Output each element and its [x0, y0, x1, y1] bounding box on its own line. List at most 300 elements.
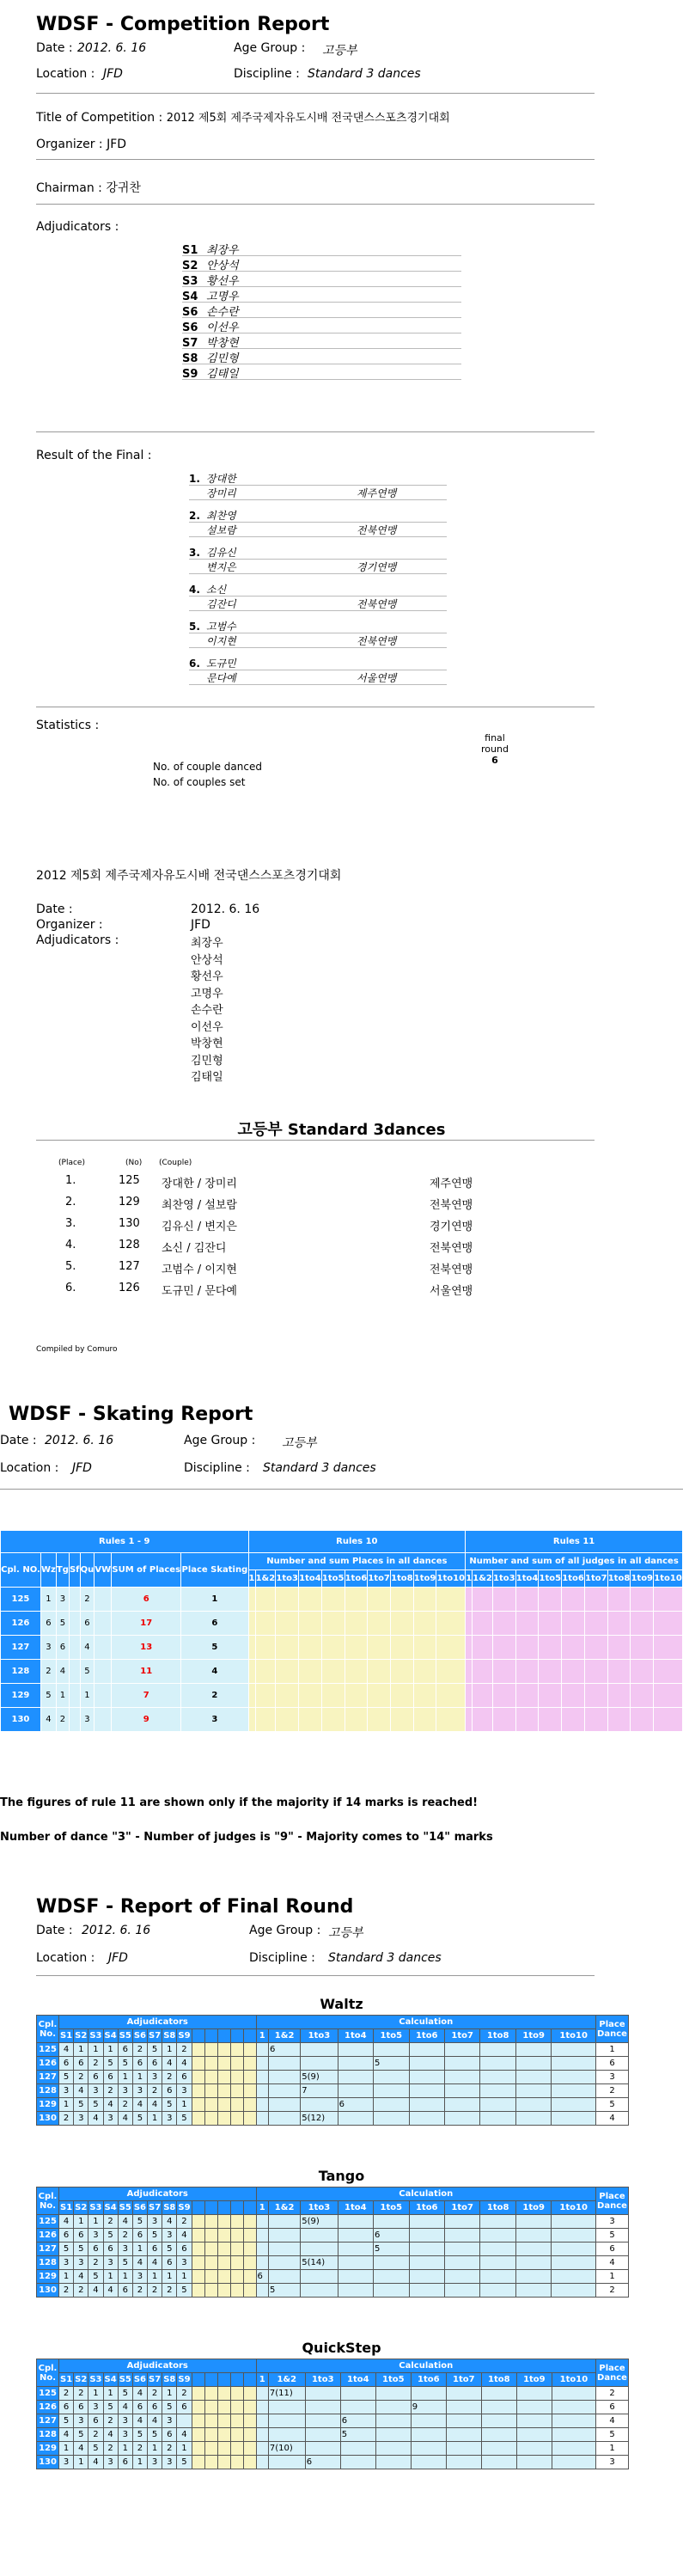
sk-rule10-cell	[255, 1636, 276, 1660]
sk-num-header: 1to3	[276, 1570, 299, 1588]
fr-mark: 2	[59, 2112, 74, 2126]
fr-mark: 3	[118, 2243, 132, 2256]
fr-calc-cell	[269, 2229, 301, 2243]
fr-calc-cell	[446, 2456, 481, 2469]
fr-mark: 5	[59, 2071, 74, 2084]
fr-empty-mark	[243, 2112, 256, 2126]
sk-couple-no: 126	[1, 1612, 41, 1636]
sk-rule11-cell	[466, 1660, 473, 1684]
fr-couple-no: 128	[37, 2084, 59, 2098]
sk-place: 5	[181, 1636, 248, 1660]
fr-place: 1	[596, 2442, 629, 2456]
fr-judge-header: S4	[103, 2201, 118, 2215]
result-line	[189, 619, 447, 633]
fr-couple-no: 129	[37, 2098, 59, 2112]
sk-dance-place	[95, 1636, 112, 1660]
fr-calc-cell	[338, 2229, 373, 2243]
result-line	[189, 486, 447, 500]
fr-calc-cell	[409, 2215, 444, 2229]
fr-calc-cell	[338, 2243, 373, 2256]
fr-calc-col: 1to9	[515, 2029, 551, 2043]
fr-judge-header	[204, 2029, 217, 2043]
sk-rule11-cell	[607, 1636, 631, 1660]
adjudicator-name: 최장우	[206, 244, 239, 257]
fr-calc-cell	[268, 2428, 305, 2442]
fr-mark: 6	[59, 2401, 74, 2414]
fr-mark: 1	[88, 2215, 103, 2229]
fr-calc-cell	[374, 2215, 409, 2229]
fr-calc-cell	[256, 2387, 268, 2401]
fr-empty-mark	[230, 2229, 243, 2243]
fr-empty-mark	[243, 2456, 256, 2469]
sk-rule10-cell	[248, 1588, 255, 1612]
fr-judge-header: S9	[177, 2373, 192, 2387]
fr-mark: 4	[88, 2456, 103, 2469]
fr-calc-cell	[552, 2229, 596, 2243]
divider	[36, 93, 595, 94]
fr-calc-cell	[480, 2071, 515, 2084]
fr-judge-header: S3	[88, 2029, 103, 2043]
fr-calc-cell	[409, 2043, 444, 2057]
fr-place: 2	[596, 2284, 629, 2298]
fr-empty-mark	[192, 2442, 204, 2456]
fr-mark: 2	[59, 2284, 74, 2298]
fr-empty-mark	[217, 2456, 230, 2469]
fr-mark: 2	[118, 2229, 132, 2243]
fr-row	[37, 2057, 629, 2071]
fr-calc-cell	[409, 2243, 444, 2256]
fr-empty-mark	[217, 2401, 230, 2414]
fr-place: 4	[596, 2414, 629, 2428]
sk-couple-no: 128	[1, 1660, 41, 1684]
fr-calc-cell	[552, 2456, 595, 2469]
result-row	[189, 656, 447, 685]
fr-place-header: Place Dance	[596, 2016, 629, 2043]
fr-calc-cell	[268, 2401, 305, 2414]
fr-mark: 3	[74, 2414, 88, 2428]
fr-calc-cell	[338, 2043, 373, 2057]
fr-calc-cell	[256, 2414, 268, 2428]
sk-place: 2	[181, 1684, 248, 1708]
fr-calc-cell	[340, 2387, 375, 2401]
rules-11-subheader: Number and sum of all judges in all dances	[466, 1553, 683, 1570]
sk-rule10-cell	[390, 1612, 413, 1636]
fr-calc-cell	[552, 2428, 595, 2442]
summary-heading: 고등부 Standard 3dances	[237, 1121, 446, 1139]
fr-calc-col: 1to8	[480, 2201, 515, 2215]
fr-mark: 1	[118, 2270, 132, 2284]
sk-rule11-cell	[562, 1660, 585, 1684]
sk-rule11-cell	[654, 1684, 683, 1708]
fr-calc-cell	[375, 2456, 411, 2469]
fr-judge-header	[204, 2373, 217, 2387]
fr-mark	[177, 2414, 192, 2428]
fr-row	[37, 2442, 629, 2456]
fr-calc-cell	[338, 2215, 373, 2229]
result-club: 전북연맹	[357, 524, 397, 536]
adjudicator-name: 김태일	[206, 368, 239, 381]
sk-col-header: Place Skating	[181, 1553, 248, 1588]
fr-calc-col: 1to9	[515, 2201, 551, 2215]
fr-empty-mark	[204, 2401, 217, 2414]
adjudicator-code: S7	[182, 337, 198, 350]
fr-calc-cell	[374, 2270, 409, 2284]
fr-couple-no: 126	[37, 2229, 59, 2243]
summary-couple: 김유신 / 변지은	[162, 1221, 237, 1233]
fr-calc-cell	[374, 2098, 409, 2112]
fr-empty-mark	[230, 2098, 243, 2112]
fr-calc-cell	[480, 2098, 515, 2112]
result-partner-b: 변지은	[206, 561, 236, 573]
fr-row	[37, 2043, 629, 2057]
fr-judge-header: S8	[162, 2373, 177, 2387]
fr-place: 1	[596, 2270, 629, 2284]
fr-calc-cell	[374, 2112, 409, 2126]
fr-calc-cell	[516, 2456, 552, 2469]
col-couple-label: (Couple)	[159, 1159, 192, 1167]
fr-mark: 1	[59, 2270, 74, 2284]
fr-judge-header: S7	[148, 2201, 162, 2215]
fr-calc-cell	[446, 2442, 481, 2456]
fr-calc-cell	[340, 2456, 375, 2469]
fr-place: 5	[596, 2098, 629, 2112]
fr-calc-cell	[515, 2243, 551, 2256]
fr-place: 4	[596, 2112, 629, 2126]
fr-mark: 6	[74, 2229, 88, 2243]
sk-rule11-cell	[539, 1660, 562, 1684]
adjudicator-row	[182, 349, 461, 364]
fr-empty-mark	[243, 2043, 256, 2057]
sk-rule10-cell	[255, 1660, 276, 1684]
summary-club: 경기연맹	[430, 1221, 473, 1233]
fr-calc-cell	[444, 2215, 479, 2229]
fr-mark: 6	[132, 2057, 147, 2071]
fr-calc-cell	[552, 2243, 596, 2256]
sk-dance-place	[69, 1636, 80, 1660]
sk-dance-place: 3	[80, 1708, 95, 1732]
adjudicator-code: S2	[182, 260, 198, 272]
sk-rule10-cell	[276, 1588, 299, 1612]
fr-calc-cell	[301, 2043, 338, 2057]
sk-dance-place: 6	[56, 1636, 69, 1660]
fr-calc-cell	[515, 2229, 551, 2243]
sk-rule11-cell	[654, 1612, 683, 1636]
compiled-by: Compiled by Comuro	[36, 1345, 118, 1354]
col-no-label: (No)	[125, 1159, 143, 1167]
fr-mark: 3	[74, 2112, 88, 2126]
fr-calc-cell	[444, 2057, 479, 2071]
fr-couple-no: 125	[37, 2387, 59, 2401]
fr-disc-label: Discipline :	[249, 1951, 315, 1965]
fr-calc-col: 1to10	[552, 2201, 596, 2215]
sk-dance-place: 1	[80, 1684, 95, 1708]
fr-mark: 3	[162, 2456, 177, 2469]
sk-rule11-cell	[492, 1636, 515, 1660]
fr-calc-col: 1	[256, 2201, 268, 2215]
fr-header-row	[37, 2029, 629, 2043]
fr-calc-cell	[269, 2270, 301, 2284]
fr-calc-cell	[409, 2084, 444, 2098]
fr-calc-cell	[340, 2401, 375, 2414]
fr-row	[37, 2243, 629, 2256]
summary-couple: 고범수 / 이지현	[162, 1264, 237, 1276]
fr-cpl-header: Cpl. No.	[37, 2187, 59, 2215]
fr-calc-cell	[409, 2057, 444, 2071]
fr-calc-header: Calculation	[256, 2016, 595, 2029]
sk-dance-place	[95, 1708, 112, 1732]
fr-place: 5	[596, 2229, 629, 2243]
fr-judge-header: S5	[118, 2201, 132, 2215]
fr-header-row	[37, 2016, 629, 2029]
fr-calc-cell	[480, 2256, 515, 2270]
adjudicator-name: 고명우	[206, 291, 239, 303]
fr-couple-no: 130	[37, 2284, 59, 2298]
fr-empty-mark	[192, 2401, 204, 2414]
fr-empty-mark	[230, 2215, 243, 2229]
fr-place: 3	[596, 2071, 629, 2084]
fr-calc-cell	[374, 2071, 409, 2084]
fr-calc-cell	[301, 2270, 338, 2284]
fr-mark: 6	[74, 2057, 88, 2071]
sk-dance-place	[69, 1588, 80, 1612]
sk-row	[1, 1684, 683, 1708]
stat-header: final round 6	[481, 732, 509, 766]
sk-rule11-cell	[607, 1588, 631, 1612]
fr-row	[37, 2401, 629, 2414]
result-row	[189, 508, 447, 537]
summary-date-label: Date :	[36, 903, 73, 916]
fr-calc-cell	[269, 2071, 301, 2084]
result-partner-a: 김유신	[206, 547, 236, 559]
fr-calc-cell	[515, 2043, 551, 2057]
fr-judge-header	[217, 2201, 230, 2215]
sk-rule11-cell	[584, 1636, 607, 1660]
fr-mark: 1	[88, 2043, 103, 2057]
sk-dance-place: 5	[40, 1684, 56, 1708]
fr-empty-mark	[204, 2084, 217, 2098]
fr-calc-cell	[375, 2401, 411, 2414]
fr-calc-col: 1to4	[338, 2201, 373, 2215]
sk-dance-place: 2	[80, 1588, 95, 1612]
fr-mark: 5	[132, 2112, 147, 2126]
fr-empty-mark	[192, 2098, 204, 2112]
summary-place: 6.	[65, 1282, 76, 1294]
sk-rule10-cell	[248, 1684, 255, 1708]
sk-num-header: 1&2	[255, 1570, 276, 1588]
fr-calc-cell	[515, 2270, 551, 2284]
sk-rule10-cell	[345, 1636, 368, 1660]
fr-mark: 6	[74, 2401, 88, 2414]
fr-mark: 2	[103, 2215, 118, 2229]
fr-loc: JFD	[108, 1951, 128, 1965]
fr-calc-cell	[374, 2084, 409, 2098]
fr-mark: 4	[74, 2442, 88, 2456]
fr-calc-cell: 6	[305, 2456, 340, 2469]
fr-calc-cell	[256, 2401, 268, 2414]
fr-empty-mark	[243, 2057, 256, 2071]
fr-mark: 6	[59, 2057, 74, 2071]
fr-couple-no: 128	[37, 2428, 59, 2442]
fr-disc: Standard 3 dances	[328, 1951, 442, 1965]
result-place: 6.	[189, 658, 200, 670]
sk-rule10-cell	[276, 1636, 299, 1660]
sk-rule11-cell	[631, 1588, 654, 1612]
fr-calc-cell	[409, 2284, 444, 2298]
sk-rule11-cell	[492, 1708, 515, 1732]
fr-place: 6	[596, 2401, 629, 2414]
fr-mark: 4	[148, 2098, 162, 2112]
fr-mark: 2	[162, 2442, 177, 2456]
result-partner-b: 장미리	[206, 487, 236, 499]
sk-sum: 17	[112, 1612, 181, 1636]
fr-mark: 1	[74, 2043, 88, 2057]
fr-calc-cell	[256, 2215, 268, 2229]
divider	[36, 204, 595, 205]
fr-calc-cell	[552, 2284, 596, 2298]
fr-mark: 5	[59, 2414, 74, 2428]
fr-mark: 2	[74, 2387, 88, 2401]
sk-rule10-cell	[436, 1636, 466, 1660]
fr-calc-cell	[516, 2401, 552, 2414]
sk-num-header: 1to6	[345, 1570, 368, 1588]
adjudicator-name: 김민형	[206, 352, 239, 365]
summary-couple: 최찬영 / 설보람	[162, 1199, 237, 1212]
fr-place: 1	[596, 2043, 629, 2057]
fr-empty-mark	[192, 2456, 204, 2469]
fr-row	[37, 2456, 629, 2469]
fr-calc-cell	[444, 2284, 479, 2298]
fr-calc-cell	[256, 2043, 268, 2057]
fr-mark: 4	[148, 2256, 162, 2270]
fr-mark: 6	[59, 2229, 74, 2243]
fr-empty-mark	[217, 2057, 230, 2071]
sk-place: 6	[181, 1612, 248, 1636]
sk-row	[1, 1612, 683, 1636]
sk-num-header: 1to5	[321, 1570, 345, 1588]
result-place: 5.	[189, 621, 200, 633]
sk-rule11-cell	[562, 1708, 585, 1732]
fr-mark: 4	[103, 2428, 118, 2442]
fr-empty-mark	[243, 2084, 256, 2098]
fr-empty-mark	[192, 2414, 204, 2428]
fr-row	[37, 2229, 629, 2243]
sk-dance-place	[69, 1612, 80, 1636]
sk-rule11-cell	[607, 1708, 631, 1732]
fr-calc-cell	[480, 2284, 515, 2298]
summary-place: 3.	[65, 1217, 76, 1230]
fr-judge-header	[230, 2373, 243, 2387]
fr-calc-col: 1to3	[301, 2029, 338, 2043]
fr-judge-header	[192, 2201, 204, 2215]
fr-empty-mark	[217, 2442, 230, 2456]
fr-calc-cell	[305, 2387, 340, 2401]
sk-rule10-cell	[368, 1612, 391, 1636]
fr-empty-mark	[217, 2112, 230, 2126]
fr-empty-mark	[217, 2243, 230, 2256]
sk-rule11-cell	[562, 1636, 585, 1660]
fr-calc-cell	[268, 2414, 305, 2428]
sk-rule11-cell	[492, 1588, 515, 1612]
result-line	[189, 523, 447, 537]
fr-couple-no: 129	[37, 2270, 59, 2284]
fr-header-row	[37, 2201, 629, 2215]
sk-dance-place: 3	[56, 1588, 69, 1612]
fr-calc-cell	[375, 2442, 411, 2456]
fr-mark: 3	[88, 2084, 103, 2098]
fr-couple-no: 125	[37, 2043, 59, 2057]
fr-mark: 6	[88, 2071, 103, 2084]
sk-rule11-cell	[631, 1612, 654, 1636]
fr-empty-mark	[217, 2270, 230, 2284]
fr-calc-cell	[480, 2229, 515, 2243]
sk-rule10-cell	[299, 1660, 322, 1684]
fr-calc-cell	[552, 2442, 595, 2456]
discipline-value: Standard 3 dances	[308, 67, 421, 81]
sk-place: 3	[181, 1708, 248, 1732]
fr-mark: 3	[162, 2112, 177, 2126]
summary-club: 전북연맹	[430, 1199, 473, 1212]
fr-calc-cell	[481, 2401, 516, 2414]
fr-empty-mark	[230, 2057, 243, 2071]
fr-mark: 4	[88, 2112, 103, 2126]
fr-mark: 4	[177, 2428, 192, 2442]
sk-rule10-cell	[345, 1588, 368, 1612]
fr-calc-col: 1to10	[552, 2029, 596, 2043]
age-label: Age Group :	[234, 41, 306, 55]
fr-mark: 2	[88, 2256, 103, 2270]
sk-col-header: Tg	[56, 1553, 69, 1588]
dance-name: Tango	[318, 2168, 365, 2184]
sk-row	[1, 1660, 683, 1684]
fr-mark: 5	[103, 2229, 118, 2243]
fr-judge-header: S8	[162, 2201, 177, 2215]
sk-rule10-cell	[255, 1612, 276, 1636]
fr-empty-mark	[192, 2112, 204, 2126]
sk-rule11-cell	[607, 1612, 631, 1636]
fr-empty-mark	[243, 2428, 256, 2442]
sk-rule10-cell	[413, 1588, 436, 1612]
date-label: Date :	[36, 41, 73, 55]
fr-calc-cell	[480, 2112, 515, 2126]
sk-dance-place: 5	[80, 1660, 95, 1684]
sk-num-header: 1to4	[515, 1570, 539, 1588]
fr-place: 2	[596, 2084, 629, 2098]
fr-calc-cell	[375, 2428, 411, 2442]
dance-name: Waltz	[320, 1996, 363, 2012]
result-row	[189, 545, 447, 574]
fr-judge-header: S5	[118, 2029, 132, 2043]
sk-rule11-cell	[539, 1636, 562, 1660]
fr-mark: 2	[162, 2071, 177, 2084]
sk-rule11-cell	[631, 1708, 654, 1732]
fr-couple-no: 130	[37, 2456, 59, 2469]
summary-number: 126	[119, 1282, 140, 1294]
sk-rule10-cell	[368, 1708, 391, 1732]
sk-rule10-cell	[368, 1636, 391, 1660]
fr-empty-mark	[204, 2243, 217, 2256]
fr-date: 2012. 6. 16	[82, 1924, 151, 1937]
sk-rule10-cell	[345, 1660, 368, 1684]
sk-rule11-cell	[584, 1588, 607, 1612]
fr-calc-cell	[256, 2112, 268, 2126]
fr-age: 고등부	[328, 1926, 363, 1940]
summary-club: 전북연맹	[430, 1264, 473, 1276]
fr-mark: 3	[162, 2229, 177, 2243]
summary-adjudicator: 고명우	[191, 987, 223, 1000]
fr-calc-cell	[409, 2270, 444, 2284]
fr-mark: 4	[103, 2284, 118, 2298]
fr-empty-mark	[217, 2428, 230, 2442]
